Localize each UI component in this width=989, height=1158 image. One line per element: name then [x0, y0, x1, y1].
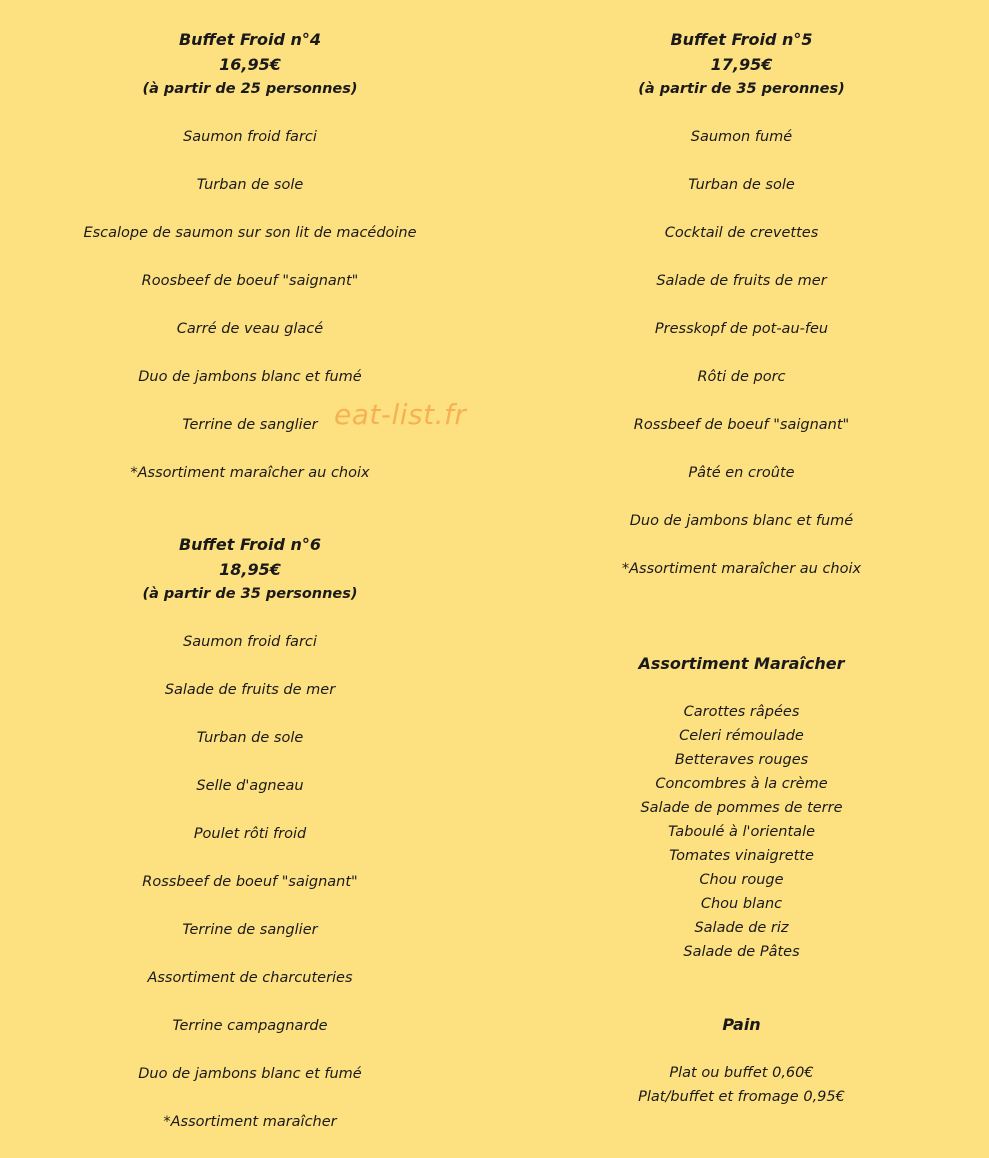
list-item: Turban de sole [688, 177, 795, 193]
pain-items [494, 1061, 989, 1109]
buffet-5-price: 17,95€ [710, 55, 773, 74]
list-item: *Assortiment maraîcher au choix [621, 561, 862, 577]
list-item: Concombres à la crème [655, 776, 828, 792]
list-item: Pâté en croûte [688, 465, 795, 481]
list-item: Salade de fruits de mer [656, 273, 827, 289]
buffet-5-section [494, 28, 989, 605]
list-item: Rossbeef de boeuf "saignant" [633, 417, 850, 433]
buffet-6-title: Buffet Froid n°6 [178, 535, 322, 554]
buffet-6-items [0, 630, 500, 1158]
buffet-4-price: 16,95€ [219, 55, 281, 74]
list-item: Rôti de porc [697, 369, 786, 385]
pain-title: Pain [722, 1015, 761, 1034]
list-item: Salade de pommes de terre [640, 800, 843, 816]
watermark-text: eat-list.fr [334, 398, 467, 431]
pain-section [494, 1013, 989, 1109]
list-item: Terrine de sanglier [182, 417, 318, 433]
buffet-6-price: 18,95€ [219, 560, 281, 579]
list-item: Cocktail de crevettes [664, 225, 819, 241]
buffet-4-items [0, 125, 500, 509]
list-item: Roosbeef de boeuf "saignant" [141, 273, 359, 289]
list-item: Plat ou buffet 0,60€ [669, 1065, 814, 1081]
list-item: Selle d'agneau [196, 778, 304, 794]
buffet-5-items [494, 125, 989, 605]
list-item: Saumon froid farci [183, 634, 317, 650]
list-item: Duo de jambons blanc et fumé [138, 369, 362, 385]
list-item: Presskopf de pot-au-feu [654, 321, 829, 337]
list-item: Duo de jambons blanc et fumé [629, 513, 854, 529]
list-item: Salade de fruits de mer [164, 682, 336, 698]
assortiment-section [494, 652, 989, 964]
list-item: Turban de sole [196, 730, 304, 746]
list-item: Betteraves rouges [674, 752, 809, 768]
list-item: Escalope de saumon sur son lit de macédoine [83, 225, 417, 241]
list-item: Chou rouge [699, 872, 784, 888]
buffet-4-title: Buffet Froid n°4 [178, 30, 322, 49]
buffet-4-section [0, 28, 500, 509]
list-item: Carré de veau glacé [176, 321, 324, 337]
list-item: Poulet rôti froid [193, 826, 307, 842]
buffet-4-note: (à partir de 25 personnes) [142, 81, 358, 97]
list-item: Chou blanc [700, 896, 783, 912]
list-item: Duo de jambons blanc et fumé [138, 1066, 362, 1082]
list-item: *Assortiment maraîcher [163, 1114, 337, 1130]
list-item: *Assortiment maraîcher au choix [130, 465, 370, 481]
list-item: Taboulé à l'orientale [667, 824, 816, 840]
list-item: Assortiment de charcuteries [147, 970, 353, 986]
buffet-5-title: Buffet Froid n°5 [670, 30, 813, 49]
list-item: Tomates vinaigrette [669, 848, 814, 864]
assortiment-items [494, 700, 989, 964]
list-item: Terrine campagnarde [172, 1018, 328, 1034]
buffet-6-note: (à partir de 35 personnes) [142, 586, 358, 602]
list-item: Saumon froid farci [183, 129, 317, 145]
assortiment-title: Assortiment Maraîcher [638, 654, 845, 673]
list-item: Salade de Pâtes [683, 944, 800, 960]
list-item: Rossbeef de boeuf "saignant" [142, 874, 358, 890]
list-item: Celeri rémoulade [679, 728, 804, 744]
list-item: Carottes râpées [683, 704, 800, 720]
list-item: Terrine de sanglier [182, 922, 318, 938]
buffet-6-section [0, 533, 500, 1158]
list-item: Plat/buffet et fromage 0,95€ [638, 1089, 845, 1105]
list-item: Saumon fumé [690, 129, 793, 145]
list-item: Turban de sole [196, 177, 304, 193]
list-item: Salade de riz [694, 920, 789, 936]
buffet-5-note: (à partir de 35 peronnes) [638, 81, 845, 97]
